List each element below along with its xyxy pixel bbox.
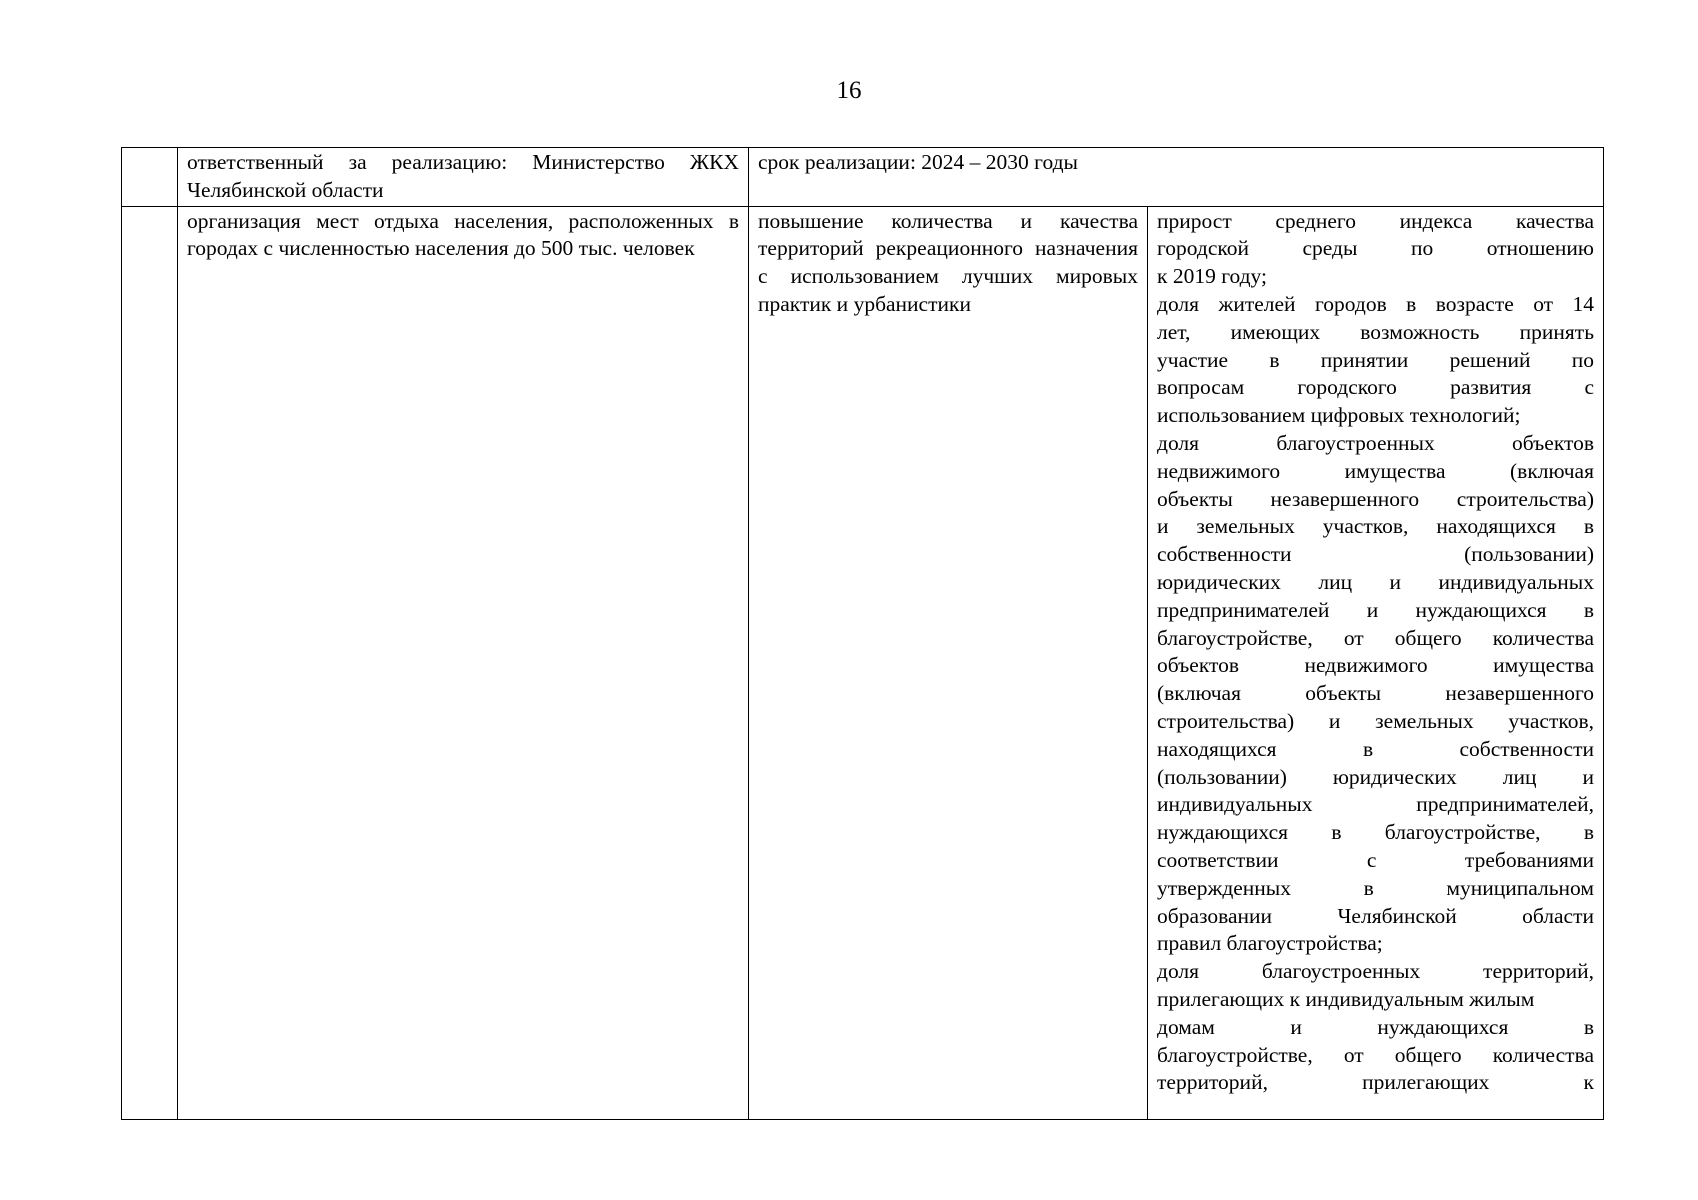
indicator-line: использованием цифровых технологий; [1157,403,1521,428]
indicator-line: (пользовании) юридических лиц и [1157,764,1594,789]
indicator-line: недвижимого имущества (включая [1157,458,1594,483]
table-header-row [122,148,1604,207]
effect-cell: повышение количества и качества территорий рекреационного назначения с использованием лучших мировых практик и урбанистики [749,206,1148,1119]
indicator-line: доля благоустроенных объектов [1157,430,1594,455]
indicator-line: прирост среднего индекса качества [1157,208,1594,233]
indicator-line: вопросам городского развития с [1157,375,1594,400]
indicator-line: находящихся в собственности [1157,736,1594,761]
indicator-line: соответствии с требованиями [1157,847,1594,872]
indicator-line: правил благоустройства; [1157,931,1383,956]
indicator-line: образовании Челябинской области [1157,903,1594,928]
indicator-line: прилегающих к индивидуальным жилым [1157,986,1535,1011]
page-number: 16 [836,77,862,104]
indicator-line: домам и нуждающихся в [1157,1014,1594,1039]
indicator-cell [1148,206,1604,1119]
term-cell: срок реализации: 2024 – 2030 годы [749,148,1604,207]
number-cell [122,148,178,207]
indicator-line: к 2019 году; [1157,264,1267,289]
indicator-line: доля жителей городов в возрасте от 14 [1157,291,1594,316]
indicator-line: предпринимателей и нуждающихся в [1157,597,1594,622]
measures-table [121,147,1604,1120]
indicator-line: благоустройстве, от общего количества [1157,625,1594,650]
indicator-text [1157,208,1594,1098]
indicator-line: (включая объекты незавершенного [1157,681,1594,706]
indicator-line: благоустройстве, от общего количества [1157,1042,1594,1067]
table-row [122,206,1604,1119]
indicator-line: доля благоустроенных территорий, [1157,959,1594,984]
number-cell [122,206,178,1119]
indicator-line: объектов недвижимого имущества [1157,653,1594,678]
indicator-line: нуждающихся в благоустройстве, в [1157,820,1594,845]
indicator-line: лет, имеющих возможность принять [1157,319,1594,344]
task-cell: организация мест отдыха населения, расположенных в городах с численностью населения до 500 тыс. человек [178,206,749,1119]
indicator-line: утвержденных в муниципальном [1157,875,1594,900]
indicator-line: объекты незавершенного строительства) [1157,486,1594,511]
indicator-line: собственности (пользовании) [1157,542,1594,567]
indicator-line: территорий, прилегающих к [1157,1070,1594,1095]
indicator-line: строительства) и земельных участков, [1157,708,1594,733]
responsible-cell: ответственный за реализацию: Министерство ЖКХ Челябинской области [178,148,749,207]
indicator-line: участие в принятии решений по [1157,347,1594,372]
indicator-line: юридических лиц и индивидуальных [1157,569,1594,594]
indicator-line: и земельных участков, находящихся в [1157,514,1594,539]
indicator-line: индивидуальных предпринимателей, [1157,792,1594,817]
indicator-line: городской среды по отношению [1157,236,1594,261]
